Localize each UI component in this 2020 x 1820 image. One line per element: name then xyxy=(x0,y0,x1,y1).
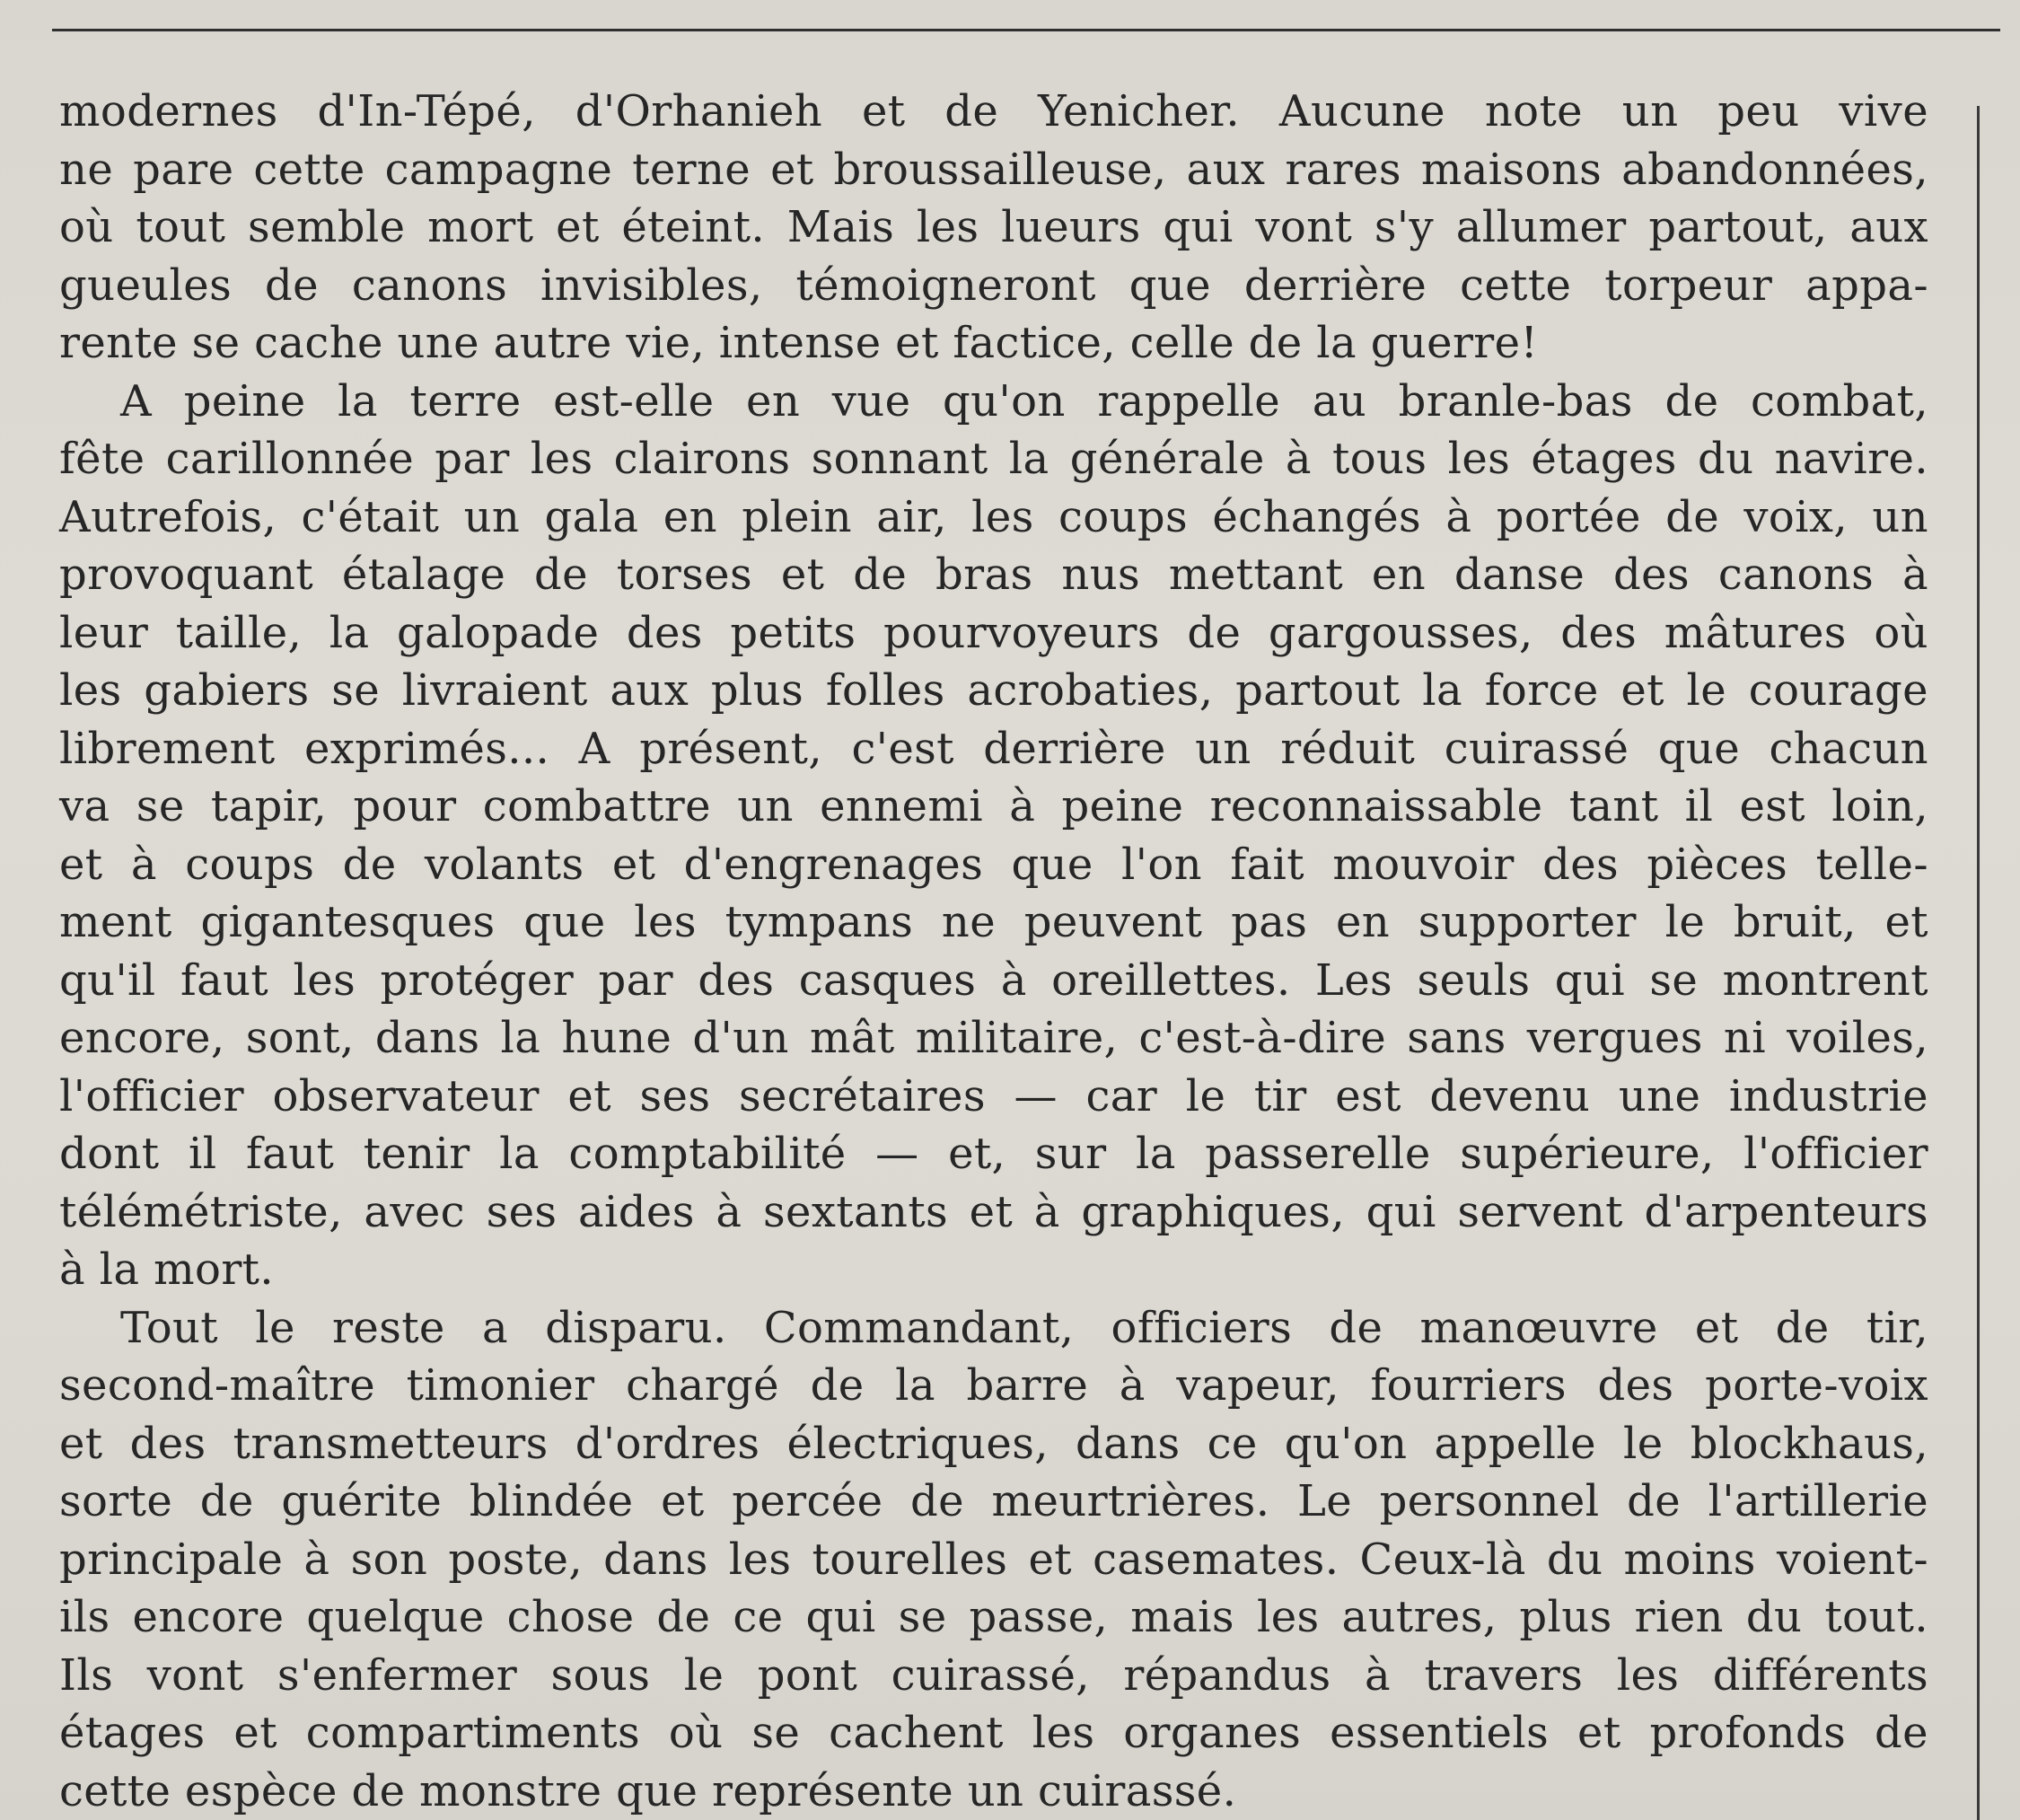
text-line: gueules de canons invisibles, témoigneront que derrière cette torpeur appa- xyxy=(59,259,1928,311)
text-line: télémétriste, avec ses aides à sextants et à graphiques, qui servent d'arpenteurs xyxy=(59,1186,1928,1237)
text-line: sorte de guérite blindée et percée de meurtrières. Le personnel de l'artillerie xyxy=(59,1476,1928,1526)
text-line: dont il faut tenir la comptabilité — et, sur la passerelle supérieure, l'officier xyxy=(59,1129,1928,1179)
text-line: Autrefois, c'était un gala en plein air, les coups échangés à portée de voix, un xyxy=(59,491,1928,542)
text-line: Tout le reste a disparu. Commandant, officiers de manœuvre et de tir, xyxy=(120,1302,1928,1353)
text-line: librement exprimés... A présent, c'est derrière un réduit cuirassé que chacun xyxy=(59,723,1928,774)
paragraph-2 xyxy=(59,373,1928,1299)
text-line: provoquant étalage de torses et de bras nus mettant en danse des canons à xyxy=(59,550,1928,600)
text-line: rente se cache une autre vie, intense et factice, celle de la guerre! xyxy=(59,318,1539,368)
text-line: Ils vont s'enfermer sous le pont cuirassé, répandus à travers les différents xyxy=(59,1649,1928,1701)
text-line: ne pare cette campagne terne et broussailleuse, aux rares maisons abandonnées, xyxy=(59,144,1928,195)
text-line: fête carillonnée par les clairons sonnant la générale à tous les étages du navire. xyxy=(59,434,1928,484)
text-line: ils encore quelque chose de ce qui se passe, mais les autres, plus rien du tout. xyxy=(59,1592,1928,1642)
paragraph-3 xyxy=(59,1299,1928,1820)
text-line: va se tapir, pour combattre un ennemi à peine reconnaissable tant il est loin, xyxy=(59,781,1928,831)
text-line: A peine la terre est-elle en vue qu'on rappelle au branle-bas de combat, xyxy=(120,375,1928,426)
text-line: et à coups de volants et d'engrenages que l'on fait mouvoir des pièces telle- xyxy=(59,839,1928,890)
text-line: leur taille, la galopade des petits pourvoyeurs de gargousses, des mâtures où xyxy=(59,607,1928,658)
text-line: principale à son poste, dans les tourelles et casemates. Ceux-là du moins voient- xyxy=(59,1534,1928,1585)
text-line: qu'il faut les protéger par des casques à oreillettes. Les seuls qui se montrent xyxy=(59,954,1928,1006)
text-line: l'officier observateur et ses secrétaires — car le tir est devenu une industrie xyxy=(59,1070,1928,1121)
text-line: cette espèce de monstre que représente un cuirassé. xyxy=(59,1765,1237,1816)
text-line: modernes d'In-Tépé, d'Orhanieh et de Yenicher. Aucune note un peu vive xyxy=(59,86,1928,136)
text-line: encore, sont, dans la hune d'un mât militaire, c'est-à-dire sans vergues ni voiles, xyxy=(59,1013,1928,1063)
text-line: où tout semble mort et éteint. Mais les lueurs qui vont s'y allumer partout, aux xyxy=(59,202,1928,252)
top-rule xyxy=(52,29,2000,31)
body-text xyxy=(59,83,1928,1820)
text-line: les gabiers se livraient aux plus folles acrobaties, partout la force et le courage xyxy=(59,665,1928,716)
margin-rule xyxy=(1977,106,1980,1820)
text-line: à la mort. xyxy=(59,1244,275,1295)
text-line: ment gigantesques que les tympans ne peuvent pas en supporter le bruit, et xyxy=(59,897,1928,947)
paragraph-1 xyxy=(59,83,1928,373)
text-line: second-maître timonier chargé de la barre à vapeur, fourriers des porte-voix xyxy=(59,1360,1928,1411)
text-line: étages et compartiments où se cachent les organes essentiels et profonds de xyxy=(59,1708,1928,1758)
text-line: et des transmetteurs d'ordres électriques, dans ce qu'on appelle le blockhaus, xyxy=(59,1418,1928,1469)
